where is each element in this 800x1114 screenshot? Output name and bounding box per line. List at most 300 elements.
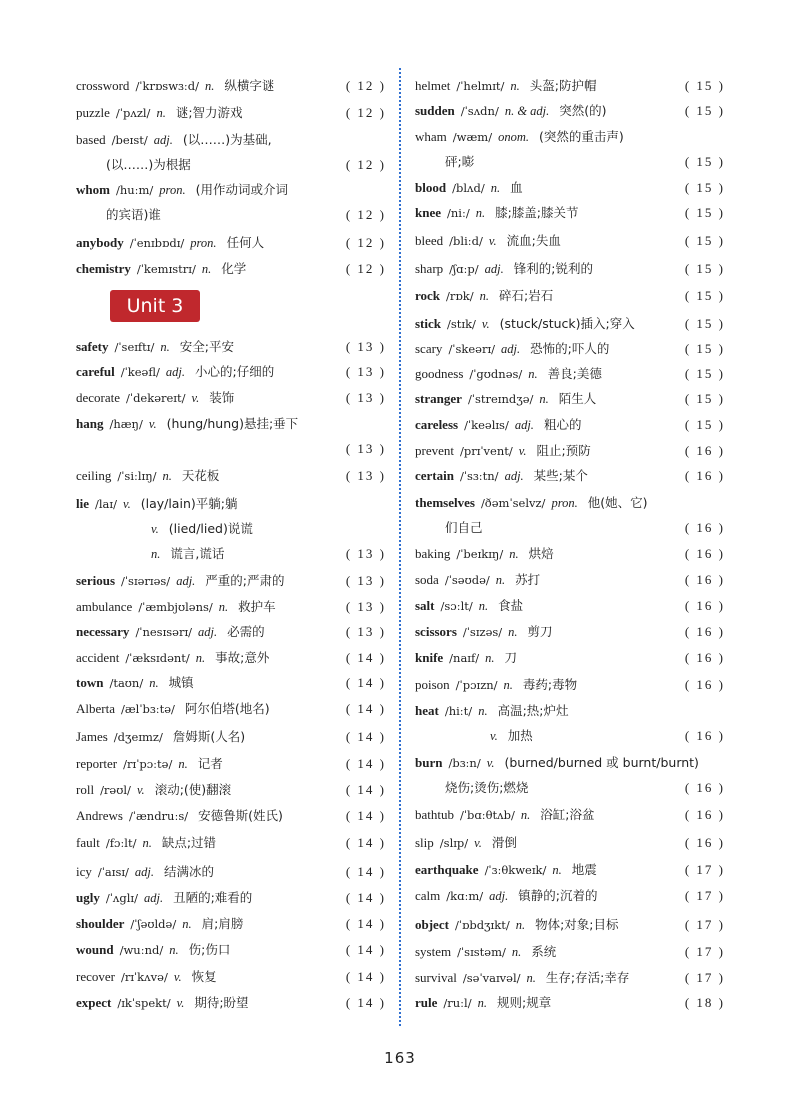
headword: ceiling — [76, 468, 112, 483]
page-reference: ( 15 ) — [684, 391, 725, 406]
headword: careful — [76, 364, 115, 379]
definition: 陌生人 — [558, 391, 597, 406]
entry-first-line — [76, 993, 386, 1013]
headword: ugly — [76, 890, 100, 905]
definition: 突然(的) — [559, 103, 607, 118]
entry-first-line — [415, 833, 725, 853]
part-of-speech: v. — [148, 417, 157, 431]
headword: chemistry — [76, 261, 131, 276]
page-reference: ( 16 ) — [684, 728, 725, 743]
entry-first-line — [415, 570, 725, 590]
definition-continued: 们自己 — [445, 520, 483, 535]
phonetic: /ˈɜːθkweɪk/ — [484, 863, 547, 877]
entry-first-line — [76, 337, 386, 357]
headword: scary — [415, 341, 443, 356]
definition: 刀 — [504, 650, 518, 665]
sub-sense — [490, 726, 533, 746]
headword: themselves — [415, 495, 475, 510]
part-of-speech: adj. — [504, 469, 524, 483]
part-of-speech: n. — [539, 392, 549, 406]
definition: 丑陋的;难看的 — [173, 890, 253, 905]
definition: (突然的重击声) — [539, 129, 624, 144]
entry-first-line — [415, 314, 725, 334]
column-divider — [399, 68, 401, 1026]
entry-first-line — [76, 466, 386, 486]
phonetic: /ˈɒbdʒɪkt/ — [454, 918, 510, 932]
definition: 天花板 — [181, 468, 220, 483]
phonetic: /ˈʃəʊldə/ — [130, 917, 177, 931]
part-of-speech: n. — [477, 996, 487, 1010]
definition: 他(她、它) — [587, 495, 648, 510]
part-of-speech: adj. — [153, 133, 173, 147]
phonetic: /hæŋ/ — [109, 417, 143, 431]
part-of-speech: n. — [526, 971, 536, 985]
entry-first-line — [76, 414, 386, 434]
part-of-speech: v. — [474, 836, 482, 850]
page-reference: ( 12 ) — [345, 78, 386, 93]
headword: rule — [415, 995, 438, 1010]
definition: 膝;膝盖;膝关节 — [495, 205, 579, 220]
page-reference: ( 17 ) — [684, 970, 725, 985]
definition: 加热 — [507, 728, 533, 743]
page-reference: ( 16 ) — [684, 468, 725, 483]
phonetic: /ˈpʌzl/ — [115, 106, 151, 120]
definition: 谜;智力游戏 — [175, 105, 243, 120]
definition: 必需的 — [227, 624, 265, 639]
headword: safety — [76, 339, 109, 354]
headword: decorate — [76, 390, 121, 405]
part-of-speech: n. — [178, 757, 188, 771]
definition: 化学 — [221, 261, 247, 276]
definition: 系统 — [531, 944, 557, 959]
definition: 物体;对象;目标 — [535, 917, 619, 932]
headword: slip — [415, 835, 434, 850]
part-of-speech: n. — [478, 599, 489, 613]
page-reference: ( 17 ) — [684, 862, 725, 877]
definition-continued: (以……)为根据 — [106, 157, 191, 172]
phonetic: /ruːl/ — [443, 996, 472, 1010]
page-reference: ( 16 ) — [684, 780, 725, 795]
phonetic: /ˈæmbjʊləns/ — [138, 600, 213, 614]
headword: blood — [415, 180, 447, 195]
page-reference: ( 17 ) — [684, 944, 725, 959]
definition: (用作动词或介词 — [195, 182, 288, 197]
phonetic: /ˈpɔɪzn/ — [455, 678, 498, 692]
page-reference: ( 14 ) — [345, 756, 386, 771]
page-reference: ( 12 ) — [345, 105, 386, 120]
page-reference: ( 14 ) — [345, 782, 386, 797]
headword: heat — [415, 703, 439, 718]
page-reference: ( 14 ) — [345, 864, 386, 879]
definition: 高温;热;炉灶 — [497, 703, 569, 718]
definition: 阿尔伯塔(地名) — [184, 701, 270, 716]
part-of-speech: n. — [156, 106, 166, 120]
entry-first-line — [415, 389, 725, 409]
page-reference: ( 15 ) — [684, 154, 725, 169]
entry-first-line — [76, 597, 386, 617]
definition: 食盐 — [498, 598, 524, 613]
part-of-speech: v. — [191, 391, 200, 405]
entry-first-line — [76, 180, 386, 200]
page-reference: ( 13 ) — [345, 468, 386, 483]
entry-first-line — [415, 286, 725, 306]
phonetic: /ˈsɪstəm/ — [457, 945, 506, 959]
part-of-speech: n. — [218, 600, 229, 614]
part-of-speech: n. — [528, 367, 538, 381]
definition: 救护车 — [238, 599, 276, 614]
entry-first-line — [76, 914, 386, 934]
entry-first-line — [76, 259, 386, 279]
headword: careless — [415, 417, 459, 432]
headword: calm — [415, 888, 441, 903]
phonetic: /beɪst/ — [111, 133, 148, 147]
part-of-speech: n. — [160, 340, 170, 354]
entry-first-line — [415, 203, 725, 223]
phonetic: /dʒeɪmz/ — [113, 730, 163, 744]
definition: 缺点;过错 — [161, 835, 217, 850]
page-reference: ( 18 ) — [684, 995, 725, 1010]
phonetic: /slɪp/ — [439, 836, 469, 850]
page-reference: ( 16 ) — [684, 546, 725, 561]
definition: (stuck/stuck)插入;穿入 — [499, 316, 635, 331]
entry-first-line — [415, 127, 725, 147]
sub-sense — [151, 519, 253, 539]
phonetic: /ʃɑːp/ — [449, 262, 479, 276]
part-of-speech: adj. — [143, 891, 164, 905]
entry-first-line — [415, 753, 725, 773]
headword: certain — [415, 468, 454, 483]
headword: survival — [415, 970, 457, 985]
headword: wham — [415, 129, 447, 144]
phonetic: /ˈʌglɪ/ — [105, 891, 138, 905]
part-of-speech: n. — [515, 918, 526, 932]
unit-heading: Unit 3 — [110, 290, 200, 322]
headword: puzzle — [76, 105, 110, 120]
headword: scissors — [415, 624, 457, 639]
phonetic: /prɪˈvent/ — [459, 444, 513, 458]
headword: town — [76, 675, 104, 690]
page-reference: ( 13 ) — [345, 441, 386, 456]
phonetic: /huːm/ — [115, 183, 154, 197]
page-reference: ( 15 ) — [684, 316, 725, 331]
definition: (hung/hung)悬挂;垂下 — [166, 416, 299, 431]
entry-first-line — [76, 362, 386, 382]
entry-first-line — [76, 754, 386, 774]
headword: wound — [76, 942, 114, 957]
phonetic: /bliːd/ — [449, 234, 483, 248]
sub-sense — [151, 544, 224, 564]
definition: 镇静的;沉着的 — [518, 888, 598, 903]
headword: burn — [415, 755, 443, 770]
part-of-speech: n. — [508, 625, 518, 639]
definition: 生存;存活;幸存 — [545, 970, 630, 985]
headword: recover — [76, 969, 115, 984]
headword: whom — [76, 182, 110, 197]
part-of-speech: adj. — [134, 865, 155, 879]
page-reference: ( 16 ) — [684, 520, 725, 535]
entry-first-line — [415, 441, 725, 461]
phonetic: /ˈskeərɪ/ — [448, 342, 496, 356]
page-reference: ( 15 ) — [684, 288, 725, 303]
page-reference: ( 13 ) — [345, 599, 386, 614]
entry-first-line — [76, 862, 386, 882]
entry-first-line — [415, 493, 725, 513]
headword: system — [415, 944, 452, 959]
definition: 詹姆斯(人名) — [172, 729, 246, 744]
part-of-speech: adj. — [514, 418, 534, 432]
headword: based — [76, 132, 106, 147]
page-reference: ( 15 ) — [684, 180, 725, 195]
headword: soda — [415, 572, 439, 587]
headword: ambulance — [76, 599, 133, 614]
part-of-speech: v. — [151, 522, 159, 536]
entry-first-line — [415, 231, 725, 251]
page-reference: ( 15 ) — [684, 233, 725, 248]
phonetic: /ˈændruːs/ — [128, 809, 189, 823]
headword: baking — [415, 546, 451, 561]
definition: 事故;意外 — [215, 650, 270, 665]
entry-first-line — [415, 805, 725, 825]
part-of-speech: adj. — [176, 574, 196, 588]
headword: sharp — [415, 261, 444, 276]
part-of-speech: n. — [149, 676, 159, 690]
definition: 苏打 — [515, 572, 541, 587]
headword: poison — [415, 677, 450, 692]
definition: 城镇 — [168, 675, 194, 690]
definition: 毒药;毒物 — [522, 677, 578, 692]
definition: 恢复 — [191, 969, 217, 984]
page-reference: ( 14 ) — [345, 701, 386, 716]
headword: roll — [76, 782, 95, 797]
page-reference: ( 14 ) — [345, 729, 386, 744]
part-of-speech: adj. — [484, 262, 504, 276]
part-of-speech: v. — [518, 444, 527, 458]
headword: prevent — [415, 443, 454, 458]
entry-first-line — [415, 466, 725, 486]
entry-first-line — [76, 833, 386, 853]
entry-first-line — [415, 701, 725, 721]
phonetic: /rɒk/ — [446, 289, 474, 303]
definition: (以……)为基础, — [182, 132, 272, 147]
entry-first-line — [415, 648, 725, 668]
headword: icy — [76, 864, 92, 879]
page-reference: ( 14 ) — [345, 890, 386, 905]
entry-first-line — [415, 675, 725, 695]
part-of-speech: n. — [475, 206, 486, 220]
headword: lie — [76, 496, 89, 511]
phonetic: /rɪˈkʌvə/ — [120, 970, 168, 984]
phonetic: /ˈbeɪkɪŋ/ — [456, 547, 504, 561]
phonetic: /ˈsʌdn/ — [460, 104, 499, 118]
phonetic: /səˈvaɪvəl/ — [462, 971, 521, 985]
page-reference: ( 17 ) — [684, 917, 725, 932]
part-of-speech: n. — [511, 945, 522, 959]
entry-first-line — [415, 101, 725, 121]
phonetic: /ˈæksɪdənt/ — [125, 651, 190, 665]
page-reference: ( 16 ) — [684, 650, 725, 665]
headword: serious — [76, 573, 115, 588]
page-reference: ( 12 ) — [345, 207, 386, 222]
phonetic: /naɪf/ — [449, 651, 480, 665]
page-reference: ( 16 ) — [684, 572, 725, 587]
part-of-speech: n. — [503, 678, 513, 692]
entry-first-line — [76, 233, 386, 253]
definition: 流血;失血 — [506, 233, 561, 248]
page-reference: ( 13 ) — [345, 364, 386, 379]
part-of-speech: v. — [488, 234, 497, 248]
phonetic: /ˈstreɪndʒə/ — [467, 392, 534, 406]
part-of-speech: v. — [173, 970, 182, 984]
page-reference: ( 12 ) — [345, 235, 386, 250]
page-reference: ( 14 ) — [345, 835, 386, 850]
part-of-speech: n. — [495, 573, 506, 587]
definition: (lied/lied)说谎 — [168, 521, 253, 536]
part-of-speech: v. — [486, 756, 495, 770]
entry-first-line — [415, 942, 725, 962]
entry-first-line — [76, 130, 386, 150]
page-reference: ( 12 ) — [345, 261, 386, 276]
phonetic: /ˈkrɒswɜːd/ — [135, 79, 200, 93]
definition: 地震 — [571, 862, 597, 877]
page-number: 163 — [384, 1049, 416, 1067]
entry-first-line — [415, 364, 725, 384]
part-of-speech: v. — [136, 783, 145, 797]
phonetic: /ˈsəʊdə/ — [444, 573, 490, 587]
page-reference: ( 16 ) — [684, 598, 725, 613]
headword: expect — [76, 995, 112, 1010]
part-of-speech: adj. — [489, 889, 509, 903]
part-of-speech: n. — [162, 469, 172, 483]
phonetic: /ˈbɑːθtʌb/ — [460, 808, 515, 822]
definition: (lay/lain)平躺;躺 — [140, 496, 238, 511]
phonetic: /ðəmˈselvz/ — [480, 496, 546, 510]
part-of-speech: pron. — [190, 236, 217, 250]
definition: 某些;某个 — [533, 468, 588, 483]
definition: 滑倒 — [491, 835, 517, 850]
page-reference: ( 13 ) — [345, 339, 386, 354]
headword: Andrews — [76, 808, 123, 823]
entry-first-line — [76, 888, 386, 908]
part-of-speech: v. — [490, 729, 498, 743]
page-reference: ( 16 ) — [684, 677, 725, 692]
headword: goodness — [415, 366, 464, 381]
page-reference: ( 15 ) — [684, 103, 725, 118]
headword: reporter — [76, 756, 118, 771]
page-reference: ( 15 ) — [684, 78, 725, 93]
definition: 头盔;防护帽 — [529, 78, 597, 93]
headword: James — [76, 729, 108, 744]
phonetic: /taʊn/ — [109, 676, 144, 690]
page-reference: ( 13 ) — [345, 573, 386, 588]
part-of-speech: v. — [481, 317, 490, 331]
headword: anybody — [76, 235, 124, 250]
entry-first-line — [415, 860, 725, 880]
headword: knee — [415, 205, 441, 220]
phonetic: /ˈsɪzəs/ — [462, 625, 503, 639]
phonetic: /rəʊl/ — [100, 783, 131, 797]
phonetic: /sɔːlt/ — [440, 599, 473, 613]
part-of-speech: v. — [122, 497, 131, 511]
phonetic: /ˈdekəreɪt/ — [126, 391, 186, 405]
page-reference: ( 14 ) — [345, 808, 386, 823]
definition: 浴缸;浴盆 — [540, 807, 595, 822]
phonetic: /ɪkˈspekt/ — [117, 996, 171, 1010]
part-of-speech: adj. — [165, 365, 186, 379]
entry-first-line — [415, 993, 725, 1013]
page-reference: ( 16 ) — [684, 443, 725, 458]
definition: 肩;肩膀 — [201, 916, 244, 931]
headword: bathtub — [415, 807, 454, 822]
definition-continued: 的宾语)谁 — [106, 207, 161, 222]
phonetic: /ˈnesɪsərɪ/ — [135, 625, 193, 639]
definition: 烘焙 — [528, 546, 554, 561]
page-reference: ( 14 ) — [345, 650, 386, 665]
definition: 规则;规章 — [496, 995, 552, 1010]
headword: bleed — [415, 233, 444, 248]
part-of-speech: adj. — [501, 342, 521, 356]
phonetic: /ˈaɪsɪ/ — [97, 865, 129, 879]
page-reference: ( 14 ) — [345, 942, 386, 957]
entry-first-line — [76, 673, 386, 693]
definition-continued: 砰;嘭 — [445, 154, 475, 169]
phonetic: /laɪ/ — [95, 497, 117, 511]
entry-first-line — [76, 940, 386, 960]
headword: rock — [415, 288, 441, 303]
part-of-speech: n. — [485, 651, 495, 665]
headword: helmet — [415, 78, 451, 93]
part-of-speech: n. — [195, 651, 206, 665]
phonetic: /wæm/ — [452, 130, 493, 144]
entry-first-line — [415, 915, 725, 935]
phonetic: /ˈhelmɪt/ — [456, 79, 505, 93]
entry-first-line — [76, 727, 386, 747]
headword: earthquake — [415, 862, 479, 877]
entry-first-line — [76, 103, 386, 123]
headword: necessary — [76, 624, 130, 639]
definition: 血 — [510, 180, 523, 195]
part-of-speech: n. — [509, 547, 519, 561]
page-reference: ( 16 ) — [684, 624, 725, 639]
entry-first-line — [415, 178, 725, 198]
part-of-speech: n. — [552, 863, 562, 877]
phonetic: /ˈkeəfl/ — [120, 365, 160, 379]
definition: 粗心的 — [543, 417, 582, 432]
entry-first-line — [76, 648, 386, 668]
definition: 结满冰的 — [164, 864, 215, 879]
phonetic: /ˈsɪərɪəs/ — [121, 574, 171, 588]
page-reference: ( 14 ) — [345, 916, 386, 931]
entry-first-line — [415, 544, 725, 564]
page-reference: ( 13 ) — [345, 390, 386, 405]
page-reference: ( 17 ) — [684, 888, 725, 903]
definition: 装饰 — [209, 390, 235, 405]
part-of-speech: n. — [510, 79, 520, 93]
part-of-speech: v. — [176, 996, 185, 1010]
phonetic: /stɪk/ — [447, 317, 476, 331]
entry-first-line — [415, 886, 725, 906]
phonetic: /niː/ — [447, 206, 470, 220]
headword: crossword — [76, 78, 130, 93]
entry-first-line — [76, 806, 386, 826]
phonetic: /ˈkeəlɪs/ — [464, 418, 509, 432]
page-reference: ( 14 ) — [345, 969, 386, 984]
headword: shoulder — [76, 916, 125, 931]
definition: 安全;平安 — [179, 339, 234, 354]
definition: 安德鲁斯(姓氏) — [198, 808, 283, 823]
definition: 碎石;岩石 — [499, 288, 554, 303]
page-reference: ( 13 ) — [345, 624, 386, 639]
headword: accident — [76, 650, 120, 665]
